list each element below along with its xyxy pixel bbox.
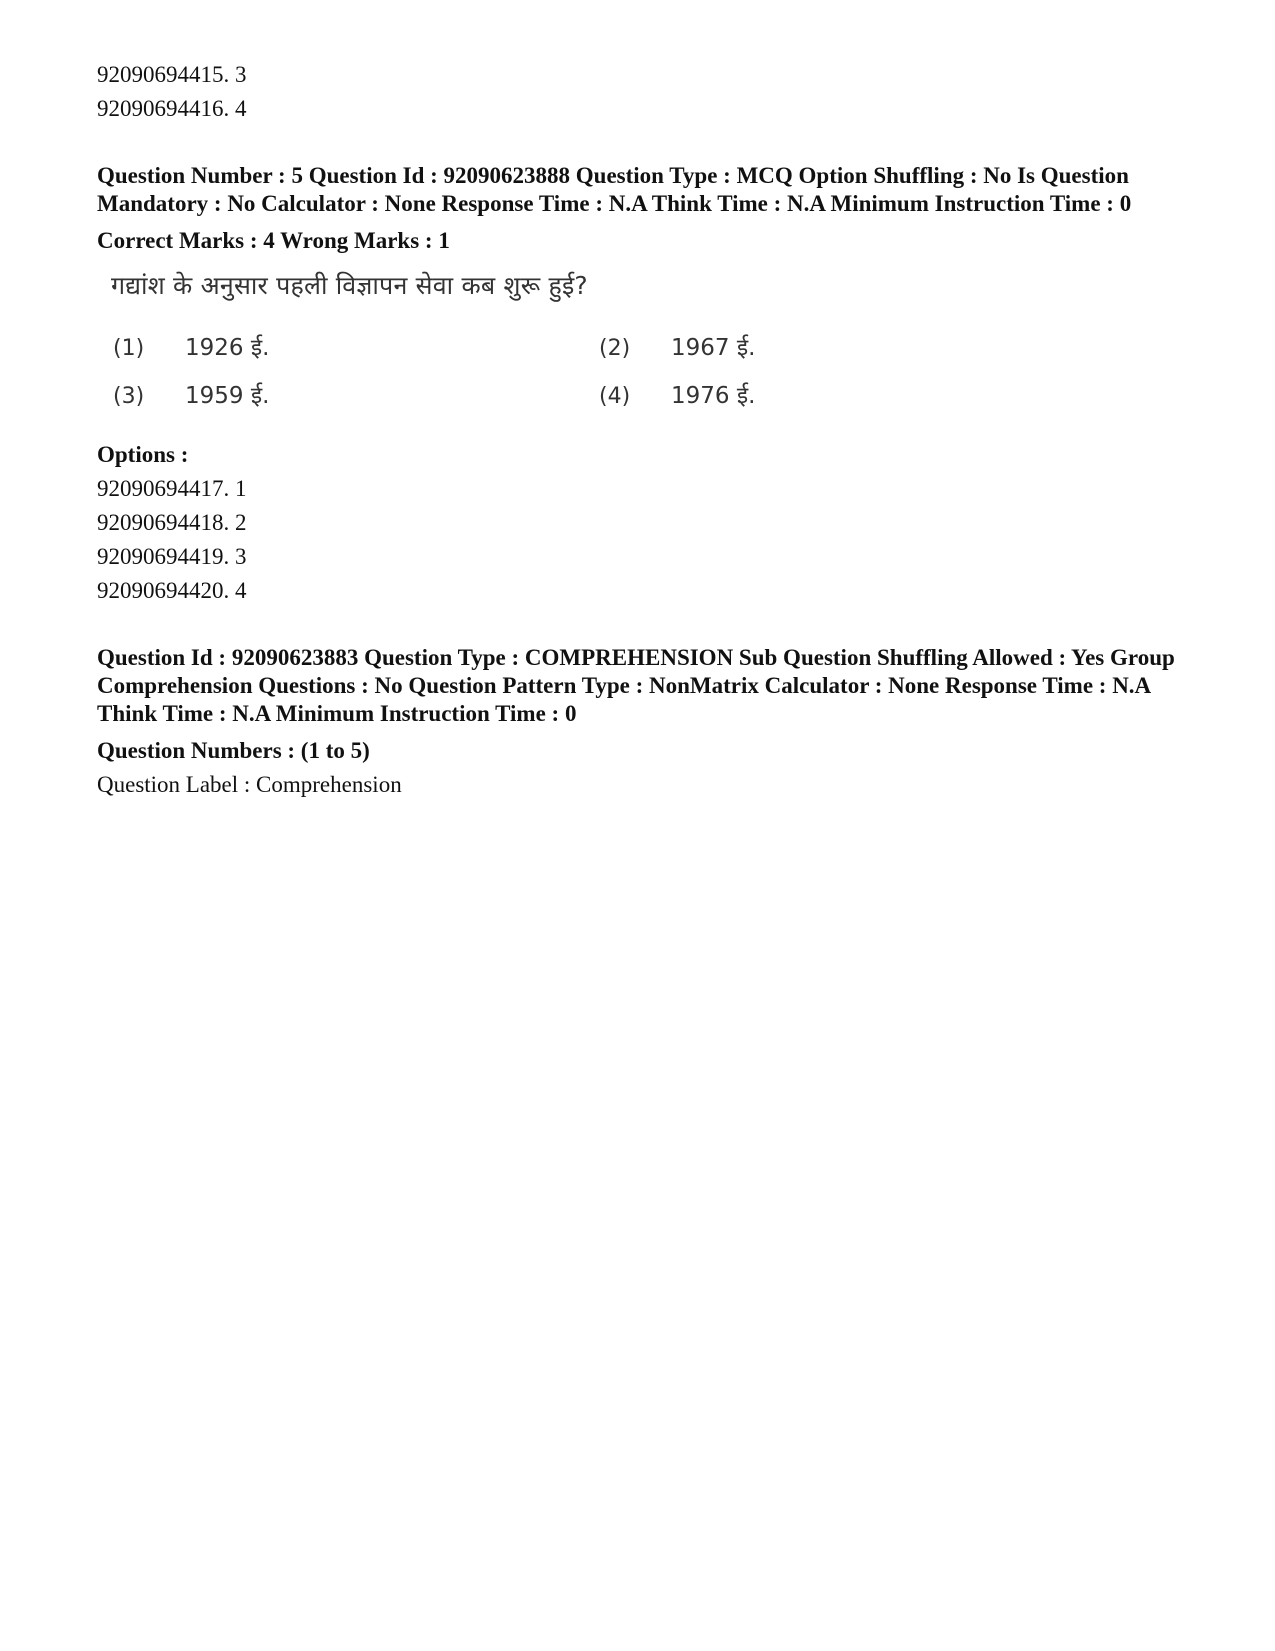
question-5-header: Question Number : 5 Question Id : 92090623888 Question Type : MCQ Option Shuffling : No Is Question Mandatory : No Calculator : None Response Time : N.A Think Time : N.A Minimum Instruction Time : 0: [97, 163, 1132, 216]
choice-1-number: (1): [113, 336, 145, 361]
choice-4: [599, 378, 755, 410]
prev-option-3: 92090694415. 3: [97, 62, 247, 87]
option-1: 92090694417. 1: [97, 476, 247, 501]
choice-2: [599, 330, 755, 362]
document-page: [97, 58, 1187, 802]
option-3: 92090694419. 3: [97, 544, 247, 569]
choice-3: [113, 378, 269, 410]
comprehension-header: Question Id : 92090623883 Question Type : COMPREHENSION Sub Question Shuffling Allowed : Yes Group Comprehension Questions : No Question Pattern Type : NonMatrix Calculator : None Response Time : N.A Think Time : N.A Minimum Instruction Time : 0: [97, 645, 1175, 726]
options-label: Options :: [97, 442, 189, 467]
option-4: 92090694420. 4: [97, 578, 247, 603]
choice-2-number: (2): [599, 336, 631, 361]
choice-1: [113, 330, 269, 362]
option-2: 92090694418. 2: [97, 510, 247, 535]
question-5-marks: Correct Marks : 4 Wrong Marks : 1: [97, 228, 450, 253]
comprehension-question-numbers: Question Numbers : (1 to 5): [97, 738, 370, 763]
choice-4-value: 1976 ई.: [671, 383, 756, 409]
choice-2-value: 1967 ई.: [671, 335, 756, 361]
comprehension-label: Question Label : Comprehension: [97, 772, 402, 797]
prev-option-4: 92090694416. 4: [97, 96, 247, 121]
choice-4-number: (4): [599, 384, 631, 409]
question-5-image: [97, 258, 997, 438]
choice-3-value: 1959 ई.: [185, 383, 270, 409]
choice-3-number: (3): [113, 384, 145, 409]
choice-1-value: 1926 ई.: [185, 335, 270, 361]
question-5-text: गद्यांश के अनुसार पहली विज्ञापन सेवा कब शुरू हुई?: [111, 271, 588, 300]
